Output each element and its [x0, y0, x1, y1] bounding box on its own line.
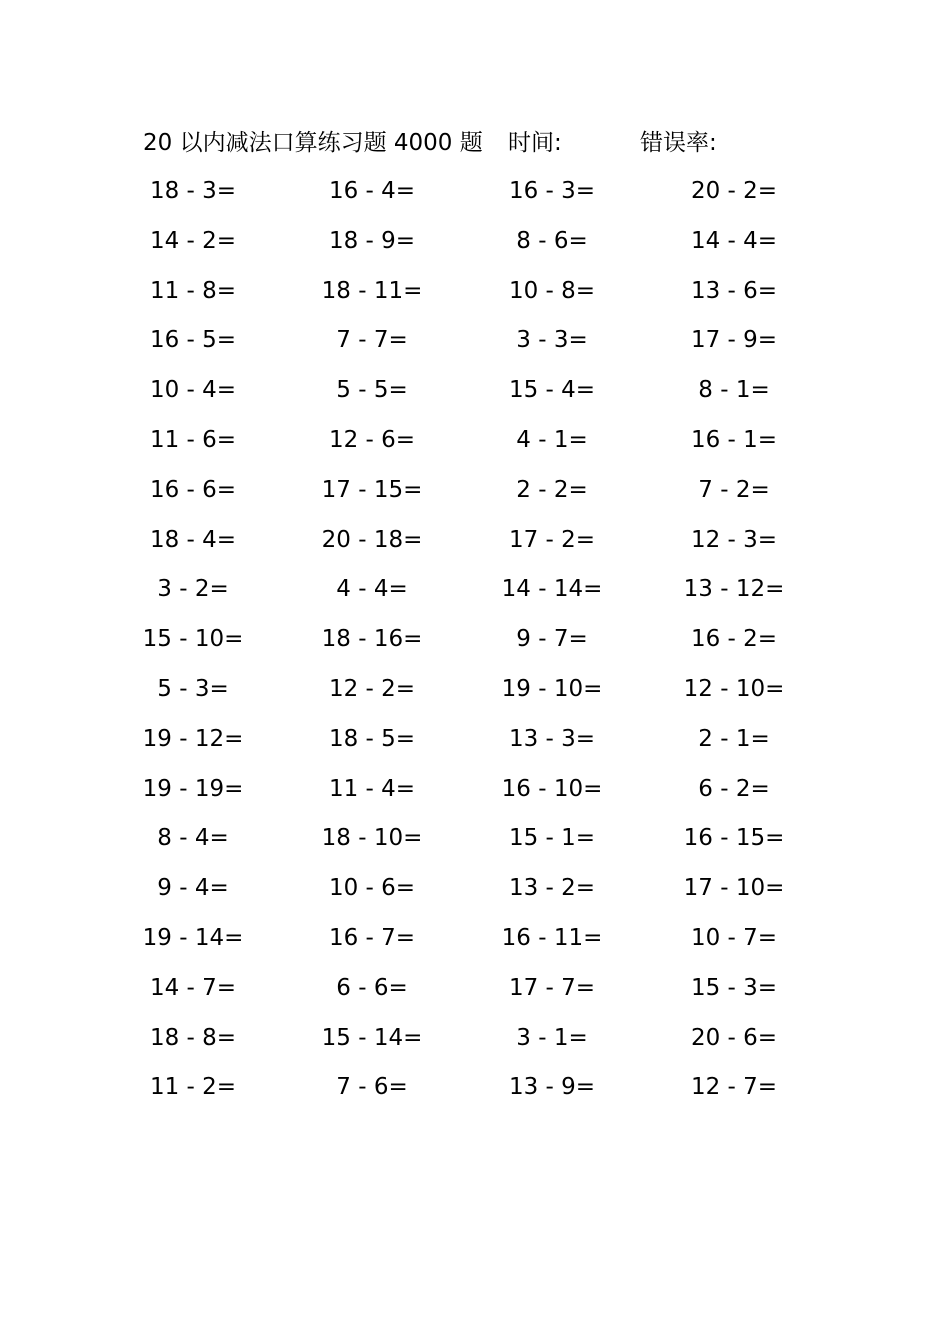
subtraction-problem: 19 - 19=	[142, 775, 244, 802]
subtraction-problem: 15 - 10=	[142, 626, 244, 653]
subtraction-problem: 2 - 1=	[698, 725, 770, 752]
subtraction-problem: 16 - 5=	[149, 327, 237, 354]
subtraction-problem: 18 - 5=	[328, 725, 416, 752]
problem-row	[0, 817, 950, 867]
problem-grid	[0, 170, 950, 1116]
subtraction-problem: 11 - 4=	[328, 775, 416, 802]
subtraction-problem: 10 - 6=	[328, 875, 416, 902]
subtraction-problem: 12 - 2=	[328, 675, 416, 702]
problem-row	[0, 967, 950, 1017]
subtraction-problem: 16 - 15=	[683, 825, 785, 852]
subtraction-problem: 10 - 4=	[149, 377, 237, 404]
problem-row	[0, 568, 950, 618]
problem-row	[0, 618, 950, 668]
subtraction-problem: 12 - 6=	[328, 426, 416, 453]
subtraction-problem: 9 - 7=	[516, 626, 588, 653]
subtraction-problem: 7 - 7=	[336, 327, 408, 354]
subtraction-problem: 11 - 6=	[149, 426, 237, 453]
subtraction-problem: 17 - 10=	[683, 875, 785, 902]
subtraction-problem: 20 - 2=	[690, 178, 778, 204]
subtraction-problem: 20 - 6=	[690, 1024, 778, 1051]
subtraction-problem: 15 - 1=	[508, 825, 596, 852]
subtraction-problem: 8 - 4=	[157, 825, 229, 852]
problem-row	[0, 867, 950, 917]
subtraction-problem: 18 - 16=	[321, 626, 423, 653]
subtraction-problem: 6 - 6=	[336, 974, 408, 1001]
subtraction-problem: 18 - 3=	[149, 178, 237, 204]
problem-row	[0, 369, 950, 419]
subtraction-problem: 11 - 8=	[149, 277, 237, 304]
subtraction-problem: 3 - 1=	[516, 1024, 588, 1051]
problem-row	[0, 668, 950, 718]
subtraction-problem: 18 - 9=	[328, 227, 416, 254]
subtraction-problem: 7 - 2=	[698, 476, 770, 503]
subtraction-problem: 20 - 18=	[321, 526, 423, 553]
subtraction-problem: 17 - 9=	[690, 327, 778, 354]
subtraction-problem: 12 - 3=	[690, 526, 778, 553]
subtraction-problem: 13 - 3=	[508, 725, 596, 752]
subtraction-problem: 8 - 1=	[698, 377, 770, 404]
problem-row	[0, 718, 950, 768]
subtraction-problem: 5 - 3=	[157, 675, 229, 702]
subtraction-problem: 11 - 2=	[149, 1074, 237, 1101]
subtraction-problem: 8 - 6=	[516, 227, 588, 254]
subtraction-problem: 4 - 1=	[516, 426, 588, 453]
problem-row	[0, 170, 950, 220]
problem-row	[0, 220, 950, 270]
subtraction-problem: 19 - 10=	[501, 675, 603, 702]
problem-row	[0, 319, 950, 369]
problem-row	[0, 419, 950, 469]
subtraction-problem: 17 - 2=	[508, 526, 596, 553]
subtraction-problem: 13 - 2=	[508, 875, 596, 902]
subtraction-problem: 15 - 14=	[321, 1024, 423, 1051]
subtraction-problem: 16 - 6=	[149, 476, 237, 503]
subtraction-problem: 15 - 3=	[690, 974, 778, 1001]
subtraction-problem: 10 - 7=	[690, 924, 778, 951]
subtraction-problem: 4 - 4=	[336, 576, 408, 603]
subtraction-problem: 3 - 3=	[516, 327, 588, 354]
subtraction-problem: 18 - 11=	[321, 277, 423, 304]
time-label: 时间:	[508, 130, 562, 156]
subtraction-problem: 19 - 12=	[142, 725, 244, 752]
error-rate-label: 错误率:	[640, 130, 717, 156]
subtraction-problem: 16 - 7=	[328, 924, 416, 951]
subtraction-problem: 13 - 9=	[508, 1074, 596, 1101]
subtraction-problem: 17 - 15=	[321, 476, 423, 503]
subtraction-problem: 3 - 2=	[157, 576, 229, 603]
subtraction-problem: 18 - 10=	[321, 825, 423, 852]
problem-row	[0, 270, 950, 320]
subtraction-problem: 12 - 7=	[690, 1074, 778, 1101]
subtraction-problem: 16 - 2=	[690, 626, 778, 653]
subtraction-problem: 16 - 3=	[508, 178, 596, 204]
subtraction-problem: 10 - 8=	[508, 277, 596, 304]
worksheet-header	[0, 126, 950, 160]
subtraction-problem: 17 - 7=	[508, 974, 596, 1001]
subtraction-problem: 14 - 7=	[149, 974, 237, 1001]
subtraction-problem: 18 - 8=	[149, 1024, 237, 1051]
problem-row	[0, 917, 950, 967]
problem-row	[0, 1017, 950, 1067]
subtraction-problem: 6 - 2=	[698, 775, 770, 802]
subtraction-problem: 12 - 10=	[683, 675, 785, 702]
subtraction-problem: 18 - 4=	[149, 526, 237, 553]
subtraction-problem: 7 - 6=	[336, 1074, 408, 1101]
problem-row	[0, 519, 950, 569]
problem-row	[0, 1066, 950, 1116]
subtraction-problem: 14 - 2=	[149, 227, 237, 254]
subtraction-problem: 15 - 4=	[508, 377, 596, 404]
subtraction-problem: 14 - 4=	[690, 227, 778, 254]
subtraction-problem: 13 - 6=	[690, 277, 778, 304]
subtraction-problem: 5 - 5=	[336, 377, 408, 404]
problem-row	[0, 768, 950, 818]
subtraction-problem: 2 - 2=	[516, 476, 588, 503]
subtraction-problem: 16 - 10=	[501, 775, 603, 802]
worksheet-title: 20 以内减法口算练习题 4000 题	[143, 130, 483, 156]
problem-row	[0, 469, 950, 519]
subtraction-problem: 16 - 4=	[328, 178, 416, 204]
subtraction-problem: 14 - 14=	[501, 576, 603, 603]
subtraction-problem: 13 - 12=	[683, 576, 785, 603]
subtraction-problem: 16 - 11=	[501, 924, 603, 951]
subtraction-problem: 16 - 1=	[690, 426, 778, 453]
subtraction-problem: 9 - 4=	[157, 875, 229, 902]
subtraction-problem: 19 - 14=	[142, 924, 244, 951]
